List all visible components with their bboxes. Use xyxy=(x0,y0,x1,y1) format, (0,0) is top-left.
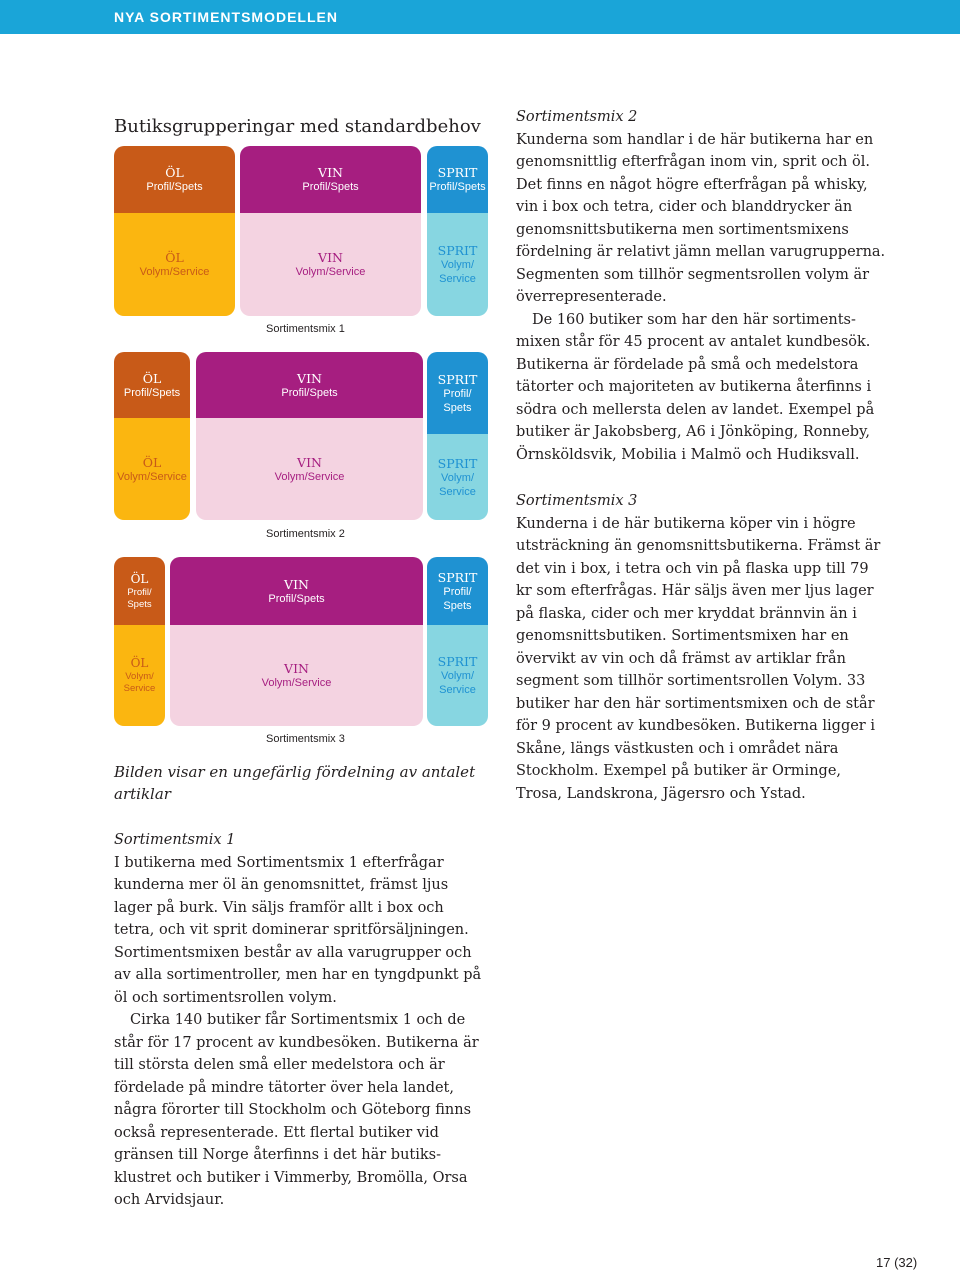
mix1-sprit-profil: SPRIT Profil/Spets xyxy=(427,146,488,213)
mix1-vin-profil: VIN Profil/Spets xyxy=(240,146,421,213)
mix1-sprit-volym: SPRIT Volym/ Service xyxy=(427,213,488,316)
mix2-ol-volym: ÖL Volym/Service xyxy=(114,418,190,520)
mix2-ol-profil: ÖL Profil/Spets xyxy=(114,352,190,418)
mix2-sprit-profil: SPRIT Profil/ Spets xyxy=(427,352,488,434)
mix3-sprit-profil: SPRIT Profil/ Spets xyxy=(427,557,488,625)
mix1-ol-profil: ÖL Profil/Spets xyxy=(114,146,235,213)
mix3-paragraph-1: Kunderna i de här butikerna köper vin i högre utsträckning än genomsnittsbutikerna. Främst är det vin i box, i tetra och vin på flaska upp till 79 kr som efterfrågas. Här säljs även mer ljus lager på flaska, cider och mer kryddat brännvin än i genomsnittsbutiken. Sortimentsmixen har en övervikt av vin och då främst av artiklar från segment som tillhör sortimentsrollen Volym. 33 butiker har den här sortimentsmixen och de står för 9 procent av kundbesöken. Butikerna ligger i Skåne, längs västkusten och i området nära Stockholm. Exempel på butiker är Orminge, Trosa, Landskrona, Jägersro och Ystad. xyxy=(516,515,881,802)
mix3-ol-volym: ÖL Volym/ Service xyxy=(114,625,165,726)
mix2-paragraph-2: De 160 butiker som har den här sortimentsmixen står för 45 procent av antalet kundbesök. Butikerna är fördelade på små och medelstora tätorter och majoriteten av butikerna återfinns i södra och mellersta delen av landet. Exempel på butiker är Jakobsberg, A6 i Jönköping, Ronneby, Örnsköldsvik, Mobilia i Malmö och Hudiksvall. xyxy=(516,311,875,463)
page-total: (32) xyxy=(894,1255,918,1270)
mix1-paragraph-1: I butikerna med Sortimentsmix 1 efterfrågar kunderna mer öl än genomsnittet, främst ljus lager på burk. Vin säljs framför allt i box och tetra, och vit sprit dominerar spritförsäljningen. Sortimentsmixen består av alla varugrupper och av alla sortimentroller, men har en tyngdpunkt på öl och sortimentsrollen volym. xyxy=(114,854,482,1006)
mix3-text-block xyxy=(516,490,888,805)
mix1-label: Sortimentsmix 1 xyxy=(266,323,345,335)
mix3-label: Sortimentsmix 3 xyxy=(266,733,345,745)
mix1-paragraph-2: Cirka 140 butiker får Sortimentsmix 1 och de står för 17 procent av kundbesöken. Butikerna är till största delen små eller medelstora och är fördelade på mindre tätorter över hela landet, några förorter till Stockholm och Göteborg finns också representerade. Ett flertal butiker vid gränsen till Norge återfinns i det här butiksklustret och butiker i Vimmerby, Bromölla, Orsa och Arvidsjaur. xyxy=(114,1012,479,1208)
mix2-vin-profil: VIN Profil/Spets xyxy=(196,352,423,418)
mix3-ol-profil: ÖL Profil/ Spets xyxy=(114,557,165,625)
mix2-vin-volym: VIN Volym/Service xyxy=(196,418,423,520)
mix1-subheading: Sortimentsmix 1 xyxy=(114,832,236,848)
page-current: 17 xyxy=(876,1255,891,1270)
mix1-ol-volym: ÖL Volym/Service xyxy=(114,213,235,316)
mix1-text-block xyxy=(114,829,486,1212)
mix3-vin-volym: VIN Volym/Service xyxy=(170,625,423,726)
mix2-paragraph-1: Kunderna som handlar i de här butikerna har en genomsnittlig efterfrågan inom vin, sprit och öl. Det finns en något högre efterfrågan på whisky, vin i box och tetra, cider och blanddrycker än genomsnittsbutikerna men sortimentsmixens fördelning är relativt jämn mellan varugrupperna. Segmenten som tillhör segmentsrollen volym är överrepresenterade. xyxy=(516,131,886,305)
figure-caption: Bilden visar en ungefärlig fördelning av antalet artiklar xyxy=(114,763,476,803)
mix2-subheading: Sortimentsmix 2 xyxy=(516,109,638,125)
mix3-vin-profil: VIN Profil/Spets xyxy=(170,557,423,625)
mix3-sprit-volym: SPRIT Volym/ Service xyxy=(427,625,488,726)
mix2-sprit-volym: SPRIT Volym/ Service xyxy=(427,434,488,520)
page-number xyxy=(876,1255,917,1270)
mix1-vin-volym: VIN Volym/Service xyxy=(240,213,421,316)
section-title: NYA SORTIMENTSMODELLEN xyxy=(114,9,338,25)
page-heading: Butiksgrupperingar med standardbehov xyxy=(114,116,481,138)
mix2-text-block xyxy=(516,106,888,466)
mix3-subheading: Sortimentsmix 3 xyxy=(516,493,638,509)
mix2-label: Sortimentsmix 2 xyxy=(266,528,345,540)
section-header-bar xyxy=(0,0,960,34)
